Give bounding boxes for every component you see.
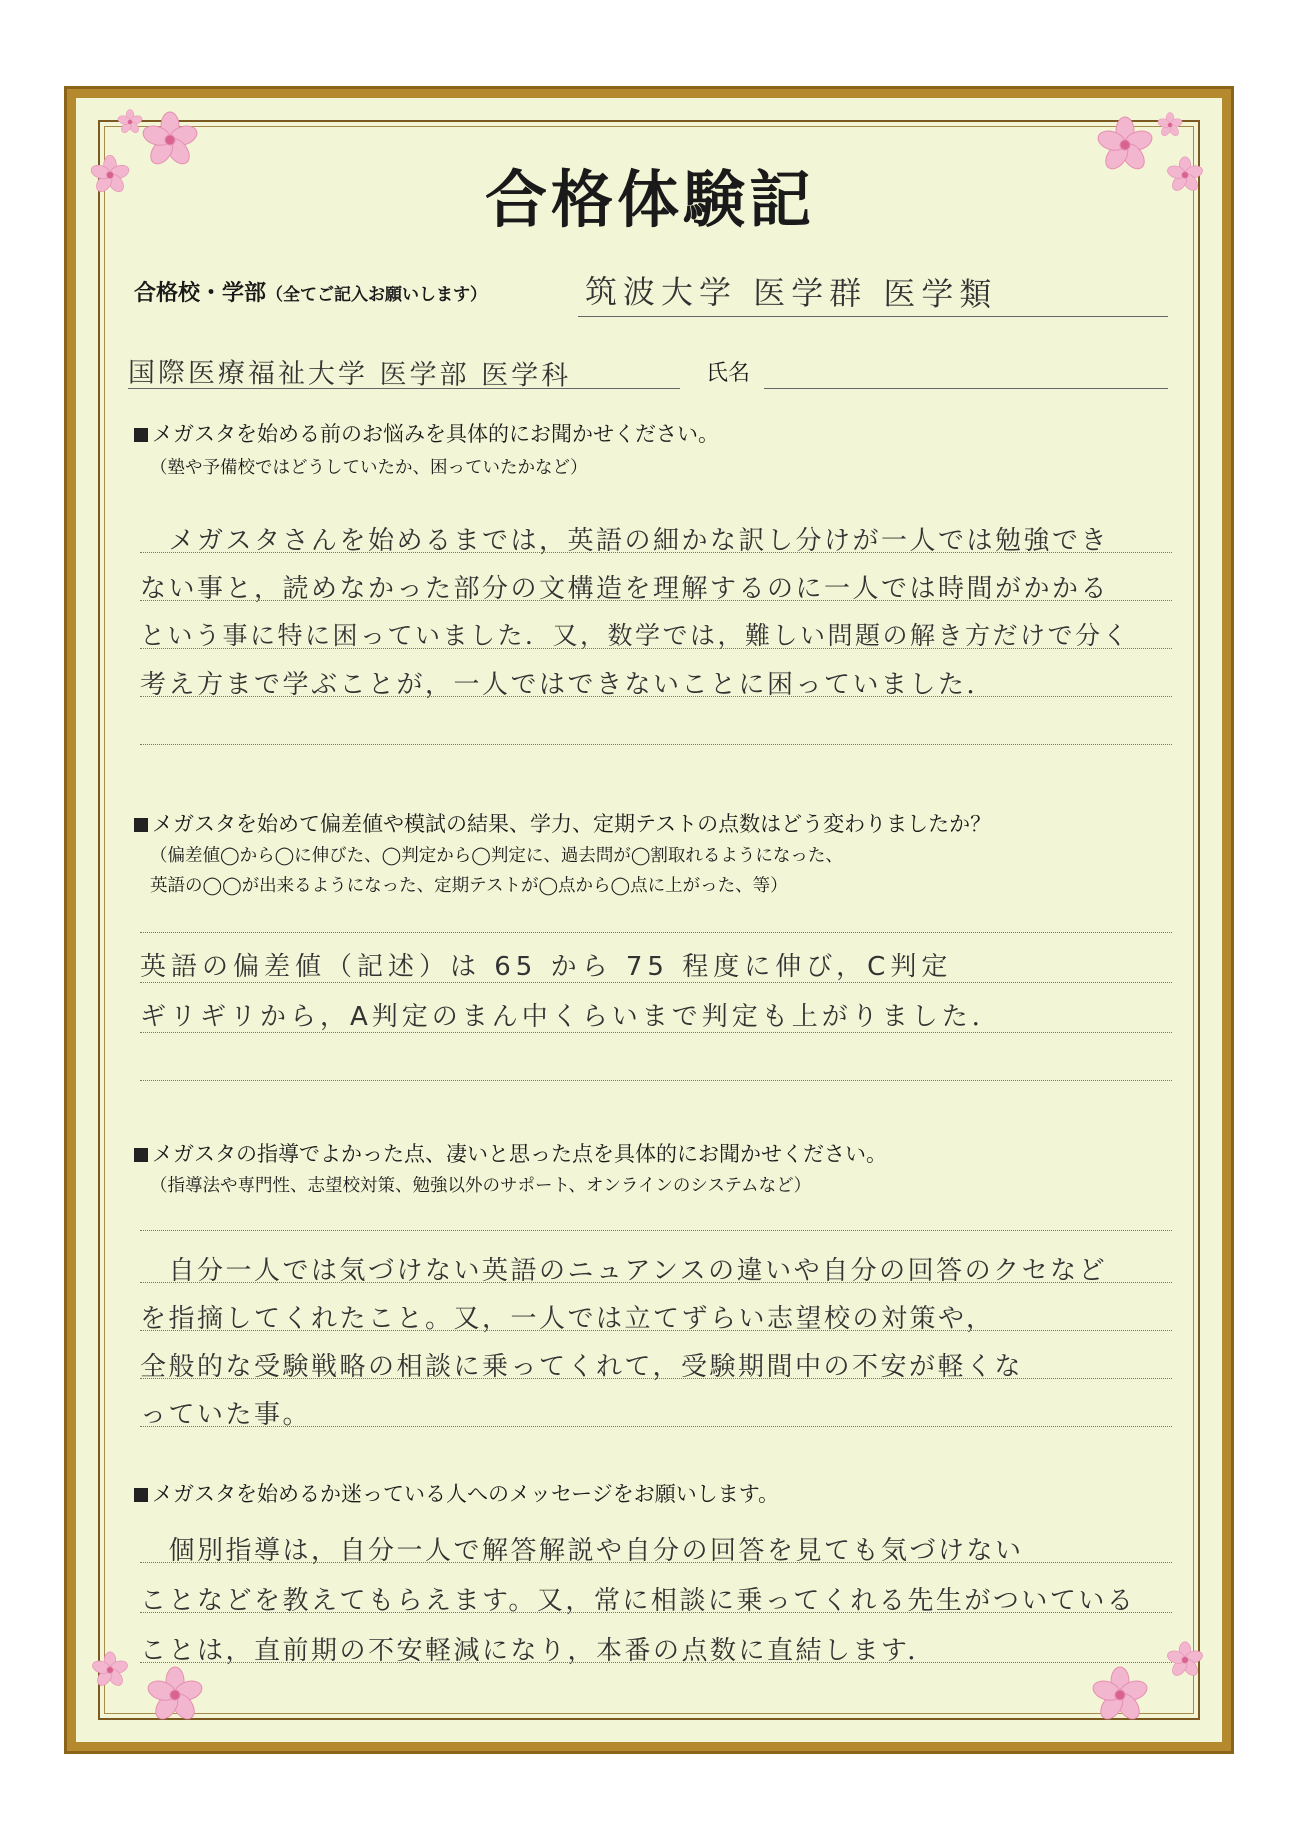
answer-3-line: を指摘してくれたこと。又，一人では立てずらい志望校の対策や， [140, 1304, 995, 1334]
dotted-line [140, 1282, 1172, 1283]
school-label-text: 合格校・学部 [134, 280, 267, 306]
school-note: （全てご記入お願いします） [266, 285, 488, 305]
dotted-line [140, 600, 1172, 601]
question-2-text: メガスタを始めて偏差値や模試の結果、学力、定期テストの点数はどう変わりましたか？ [152, 812, 992, 836]
dotted-line [140, 1562, 1172, 1563]
question-2-hint: 英語の◯◯が出来るようになった、定期テストが◯点から◯点に上がった、等） [150, 876, 788, 896]
school-value-1: 筑波大学 医学群 医学類 [584, 272, 998, 314]
question-3-hint: （指導法や専門性、志望校対策、勉強以外のサポート、オンラインのシステムなど） [150, 1176, 812, 1196]
bullet-square-icon [134, 1148, 148, 1162]
question-4-text: メガスタを始めるか迷っている人へのメッセージをお願いします。 [152, 1482, 780, 1506]
dotted-line [140, 1378, 1172, 1379]
answer-1-line: 考え方まで学ぶことが，一人ではできないことに困っていました． [140, 670, 996, 700]
answer-2-line: ギリギリから，A判定のまん中くらいまで判定も上がりました． [140, 1002, 1002, 1032]
bullet-square-icon [134, 428, 148, 442]
answer-4-line: ことは，直前期の不安軽減になり，本番の点数に直結します． [140, 1636, 936, 1666]
question-1-text: メガスタを始める前のお悩みを具体的にお聞かせください。 [152, 422, 719, 446]
dotted-line [140, 1426, 1172, 1427]
question-3 [134, 1138, 887, 1168]
dotted-line [140, 1612, 1172, 1613]
answer-3-line: 自分一人では気づけない英語のニュアンスの違いや自分の回答のクセなど [140, 1256, 1108, 1286]
answer-1-line: メガスタさんを始めるまでは，英語の細かな訳し分けが一人では勉強でき [140, 526, 1110, 556]
answer-1-line: という事に特に困っていました．又，数学では，難しい問題の解き方だけで分く [140, 621, 1131, 650]
dotted-line [140, 982, 1172, 983]
dotted-line [140, 744, 1172, 745]
answer-2-line: 英語の偏差値（記述）は 65 から 75 程度に伸び，C判定 [140, 952, 953, 982]
dotted-line [140, 552, 1172, 553]
name-underline [764, 388, 1168, 389]
answer-3-line: 全般的な受験戦略の相談に乗ってくれて，受験期間中の不安が軽くな [140, 1352, 1023, 1382]
dotted-line [140, 1032, 1172, 1033]
dotted-line [140, 696, 1172, 697]
question-3-text: メガスタの指導でよかった点、凄いと思った点を具体的にお聞かせください。 [152, 1142, 887, 1166]
dotted-line [140, 1080, 1172, 1081]
dotted-line [140, 932, 1172, 933]
page-title: 合格体験記 [484, 163, 815, 236]
question-4 [134, 1478, 779, 1508]
school-value-2: 国際医療福祉大学 医学部 医学科 [127, 357, 572, 392]
name-label: 氏名 [706, 361, 751, 386]
question-2-hint: （偏差値◯から◯に伸びた、◯判定から◯判定に、過去問が◯割取れるようになった、 [150, 846, 843, 866]
question-1 [134, 418, 719, 448]
dotted-line [140, 648, 1172, 649]
school-underline-1 [578, 316, 1168, 317]
bullet-square-icon [134, 818, 148, 832]
school-label [134, 276, 487, 307]
blossom-corner-bottom-left-icon [80, 1600, 220, 1740]
blossom-corner-bottom-right-icon [1080, 1600, 1220, 1740]
dotted-line [140, 1330, 1172, 1331]
question-1-hint: （塾や予備校ではどうしていたか、困っていたかなど） [150, 458, 588, 478]
answer-1-line: ない事と，読めなかった部分の文構造を理解するのに一人では時間がかかる [140, 574, 1110, 604]
answer-4-line: ことなどを教えてもらえます。又，常に相談に乗ってくれる先生がついている [140, 1586, 1136, 1616]
dotted-line [140, 1230, 1172, 1231]
answer-4-line: 個別指導は，自分一人で解答解説や自分の回答を見ても気づけない [140, 1536, 1024, 1566]
school-underline-2 [128, 388, 680, 389]
answer-3-line: っていた事。 [140, 1400, 312, 1430]
question-2 [134, 808, 991, 838]
dotted-line [140, 1662, 1172, 1663]
bullet-square-icon [134, 1488, 148, 1502]
